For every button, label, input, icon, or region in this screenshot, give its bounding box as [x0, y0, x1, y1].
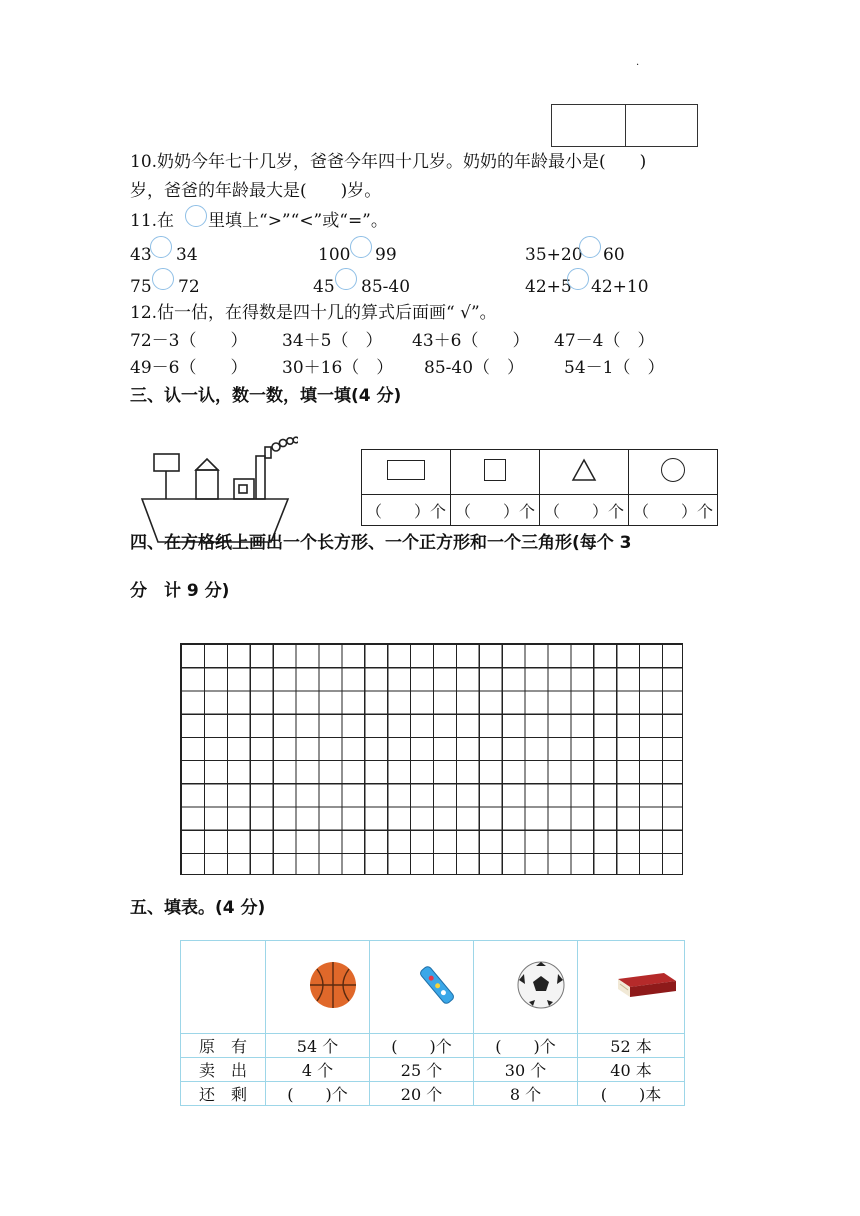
q12-r2-c3: 85-40（ ） [424, 358, 525, 378]
shape-cell-triangle [540, 450, 629, 495]
section5-title: 五、填表。(4 分) [130, 898, 266, 918]
table-cell: 40 本 [578, 1058, 685, 1082]
q11-r1-b-right: 99 [375, 245, 397, 265]
q11-pre: 11.在 [130, 211, 175, 231]
header-book [578, 941, 685, 1034]
shape-count-table [361, 449, 718, 526]
q12-r2-c2: 30＋16（ ） [282, 358, 394, 378]
q12-r2-c4: 54－1（ ） [564, 358, 665, 378]
shape-cell-rectangle [362, 450, 451, 495]
compare-circle[interactable] [567, 268, 589, 290]
q12-r2-c1: 49－6（ ） [130, 358, 248, 378]
q10-line2: 岁，爸爸的年龄最大是( )岁。 [130, 181, 382, 201]
table-row [181, 1058, 685, 1082]
table-cell[interactable]: ( )个 [370, 1034, 474, 1058]
count-cell[interactable]: （ ）个 [362, 495, 451, 526]
compare-circle[interactable] [150, 236, 172, 258]
basketball-icon [307, 960, 359, 1010]
compare-circle[interactable] [579, 236, 601, 258]
q12-r1-c4: 47－4（ ） [554, 331, 655, 351]
q12-r1-c2: 34＋5（ ） [282, 331, 383, 351]
table-cell: 8 个 [474, 1082, 578, 1106]
q11-post: 里填上“>”“<”或“=”。 [208, 211, 388, 231]
row-label: 卖 出 [181, 1058, 266, 1082]
q11-r1-c-left: 35+20 [525, 245, 583, 265]
table-cell: 54 个 [266, 1034, 370, 1058]
q10-line1: 10.奶奶今年七十几岁，爸爸今年四十几岁。奶奶的年龄最小是( ) [130, 152, 647, 172]
fill-table [180, 940, 685, 1106]
page-dot: . [636, 57, 640, 68]
drawing-grid[interactable] [180, 643, 683, 875]
answer-box-left[interactable] [551, 104, 626, 147]
q11-r2-c-left: 42+5 [525, 277, 572, 297]
section4-title-line2: 分 计 9 分) [130, 581, 230, 601]
compare-circle[interactable] [152, 268, 174, 290]
header-blank [181, 941, 266, 1034]
triangle-icon [571, 458, 597, 482]
count-cell[interactable]: （ ）个 [540, 495, 629, 526]
rectangle-icon [387, 460, 425, 480]
q11-r2-a-right: 72 [178, 277, 200, 297]
table-cell[interactable]: ( )个 [266, 1082, 370, 1106]
table-cell: 20 个 [370, 1082, 474, 1106]
square-icon [484, 459, 506, 481]
table-cell: 25 个 [370, 1058, 474, 1082]
count-cell[interactable]: （ ）个 [451, 495, 540, 526]
count-cell[interactable]: （ ）个 [629, 495, 718, 526]
answer-box-right[interactable] [625, 104, 698, 147]
circle-icon [661, 458, 685, 482]
shape-cell-square [451, 450, 540, 495]
q12-title: 12.估一估，在得数是四十几的算式后面画“ √”。 [130, 303, 497, 323]
q11-r1-a-right: 34 [176, 245, 198, 265]
row-label: 还 剩 [181, 1082, 266, 1106]
compare-circle[interactable] [350, 236, 372, 258]
section3-title: 三、认一认，数一数，填一填(4 分) [130, 386, 402, 406]
q11-r2-b-right: 85-40 [361, 277, 411, 297]
q12-r1-c3: 43＋6（ ） [412, 331, 530, 351]
q11-r2-a-left: 75 [130, 277, 152, 297]
header-basketball [266, 941, 370, 1034]
section4-title-line1: 四、在方格纸上画出一个长方形、一个正方形和一个三角形(每个 3 [130, 533, 632, 553]
table-cell: 4 个 [266, 1058, 370, 1082]
compare-circle[interactable] [335, 268, 357, 290]
ship-figure [138, 434, 298, 544]
row-label: 原 有 [181, 1034, 266, 1058]
header-soccer-ball [474, 941, 578, 1034]
table-cell[interactable]: ( )本 [578, 1082, 685, 1106]
shape-cell-circle [629, 450, 718, 495]
q11-r1-c-right: 60 [603, 245, 625, 265]
table-cell[interactable]: ( )个 [474, 1034, 578, 1058]
pencil-case-icon [417, 962, 457, 1008]
table-cell: 30 个 [474, 1058, 578, 1082]
q11-r2-b-left: 45 [313, 277, 335, 297]
book-icon [614, 965, 678, 1005]
table-row [181, 1082, 685, 1106]
q11-r1-b-left: 100 [318, 245, 351, 265]
soccer-ball-icon [515, 960, 567, 1010]
header-pencil-case [370, 941, 474, 1034]
table-row [181, 1034, 685, 1058]
q11-r2-c-right: 42+10 [591, 277, 649, 297]
table-cell: 52 本 [578, 1034, 685, 1058]
compare-circle-example [185, 205, 207, 227]
q11-r1-a-left: 43 [130, 245, 152, 265]
q12-r1-c1: 72－3（ ） [130, 331, 248, 351]
